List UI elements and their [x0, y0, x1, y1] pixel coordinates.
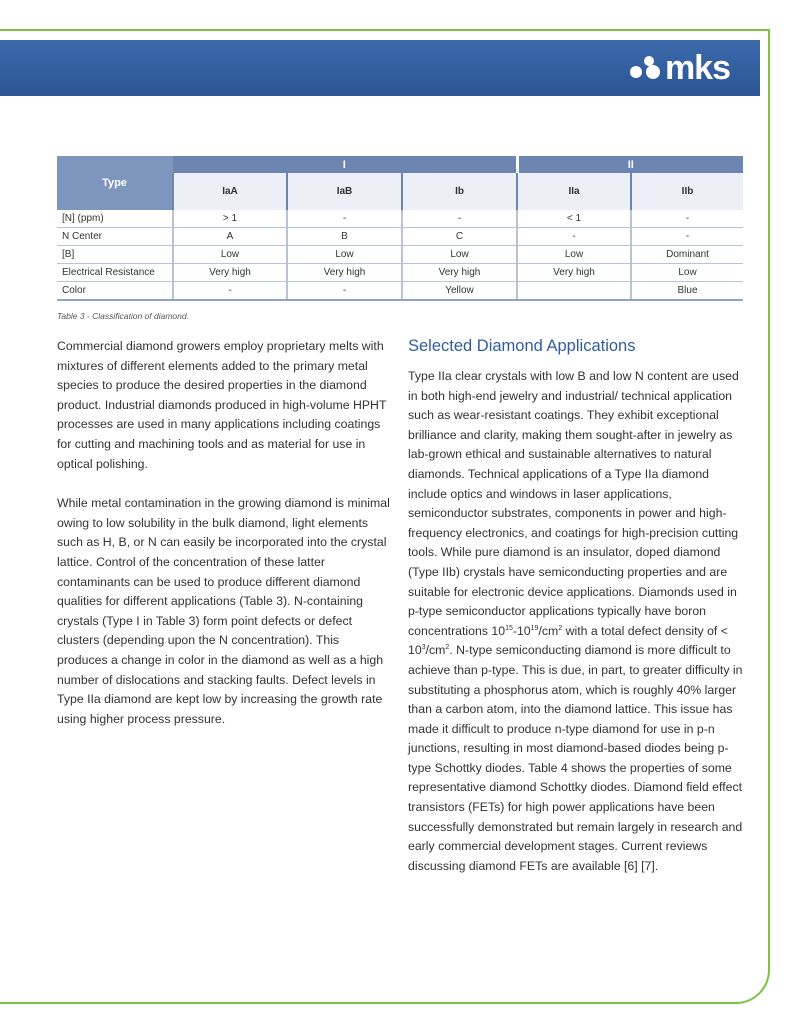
table-cell: Low: [287, 246, 402, 264]
row-label: [N] (ppm): [57, 210, 173, 228]
table-row: [57, 228, 743, 246]
right-column: [408, 335, 744, 876]
table-cell: -: [517, 228, 631, 246]
table-cell: > 1: [173, 210, 287, 228]
table-cell: -: [287, 282, 402, 301]
table-cell: Low: [402, 246, 517, 264]
table-row: [57, 264, 743, 282]
section-heading: Selected Diamond Applications: [408, 337, 636, 355]
paragraph: While metal contamination in the growing diamond is minimal owing to low solubility in the bulk diamond, light elements such as H, B, or N can easily be incorporated into the crystal lattice. Control of the concentration of these latter contaminants can be used to produce different diamond qualities for different applications (Table 3). N-containing crystals (Type I in Table 3) form point defects or defect clusters (depending upon the N concentration). This produces a change in color in the diamond as well as a high number of dislocations and stacking faults. Defect levels in Type IIa diamond are kept low by increasing the growth rate using higher process pressure.: [57, 496, 390, 726]
table-row: [57, 246, 743, 264]
table-caption: Table 3 - Classification of diamond.: [57, 311, 189, 321]
logo-dots-icon: [629, 55, 663, 81]
table-cell: Yellow: [402, 282, 517, 301]
sub-header-ib: Ib: [402, 173, 517, 210]
group-header-ii: II: [517, 156, 743, 173]
table-cell: Very high: [287, 264, 402, 282]
table-cell: -: [287, 210, 402, 228]
table-cell: Low: [517, 246, 631, 264]
sub-header-iaa: IaA: [173, 173, 287, 210]
row-label: Electrical Resistance: [57, 264, 173, 282]
row-label: Color: [57, 282, 173, 301]
sub-header-iib: IIb: [631, 173, 743, 210]
table-row: [57, 210, 743, 228]
paragraph: Type IIa clear crystals with low B and low N content are used in both high-end jewelry and industrial/ technical application such as wear-resistant coatings. They exhibit exceptional brilliance and clarity, making them sought-after in jewelry as lab-grown ethical and sustainable alternatives to natural diamonds. Technical applications of a Type IIa diamond include optics and windows in laser applications, semiconductor substrates, components in power and high-frequency electronics, and coatings for high-precision cutting tools. While pure diamond is an insulator, doped diamond (Type IIb) crystals have semiconducting properties and are suitable for electronic device applications. Diamonds used in p-type semiconductor applications typically have boron concentrations $10^{15}-10^{19}/cm^2$ with a total defect density of < $10^3/cm^2$. N-type semiconducting diamond is more difficult to achieve than p-type. This is due, in part, to greater difficulty in substituting a phosphorus atom, which is roughly 40% larger than a carbon atom, into the diamond lattice. This issue has made it difficult to produce n-type diamond for use in p-n junctions, resulting in most diamond-based diodes being p-type Schottky diodes. Table 4 shows the properties of some representative diamond Schottky diodes. Diamond field effect transistors (FETs) for high power applications have been successfully demonstrated but remain largely in research and early commercial development stages. Current reviews discussing diamond FETs are available [6] [7].: [408, 369, 743, 873]
table-cell: C: [402, 228, 517, 246]
table-cell: Blue: [631, 282, 743, 301]
table-cell: -: [402, 210, 517, 228]
header-banner: [0, 40, 760, 96]
table-cell: -: [173, 282, 287, 301]
table-cell: -: [631, 228, 743, 246]
type-header: Type: [57, 156, 173, 210]
table-cell: < 1: [517, 210, 631, 228]
sub-header-iab: IaB: [287, 173, 402, 210]
table-cell: Dominant: [631, 246, 743, 264]
sub-header-iia: IIa: [517, 173, 631, 210]
table-cell: Low: [173, 246, 287, 264]
left-column: [57, 337, 391, 749]
mks-logo: [629, 50, 730, 86]
table-cell: Very high: [402, 264, 517, 282]
row-label: [B]: [57, 246, 173, 264]
table-cell: Very high: [173, 264, 287, 282]
table-cell: -: [631, 210, 743, 228]
table-cell: B: [287, 228, 402, 246]
table-row: [57, 282, 743, 301]
group-header-i: I: [173, 156, 517, 173]
classification-table: [57, 156, 743, 301]
table-cell: [517, 282, 631, 301]
table-cell: A: [173, 228, 287, 246]
table-cell: Very high: [517, 264, 631, 282]
table-cell: Low: [631, 264, 743, 282]
logo-text: mks: [664, 49, 730, 87]
row-label: N Center: [57, 228, 173, 246]
paragraph: Commercial diamond growers employ proprietary melts with mixtures of different elements added to the primary metal species to produce the desired properties in the diamond product. Industrial diamonds produced in high-volume HPHT processes are used in many applications including coatings for cutting and machining tools and as material for use in optical polishing.: [57, 339, 387, 471]
